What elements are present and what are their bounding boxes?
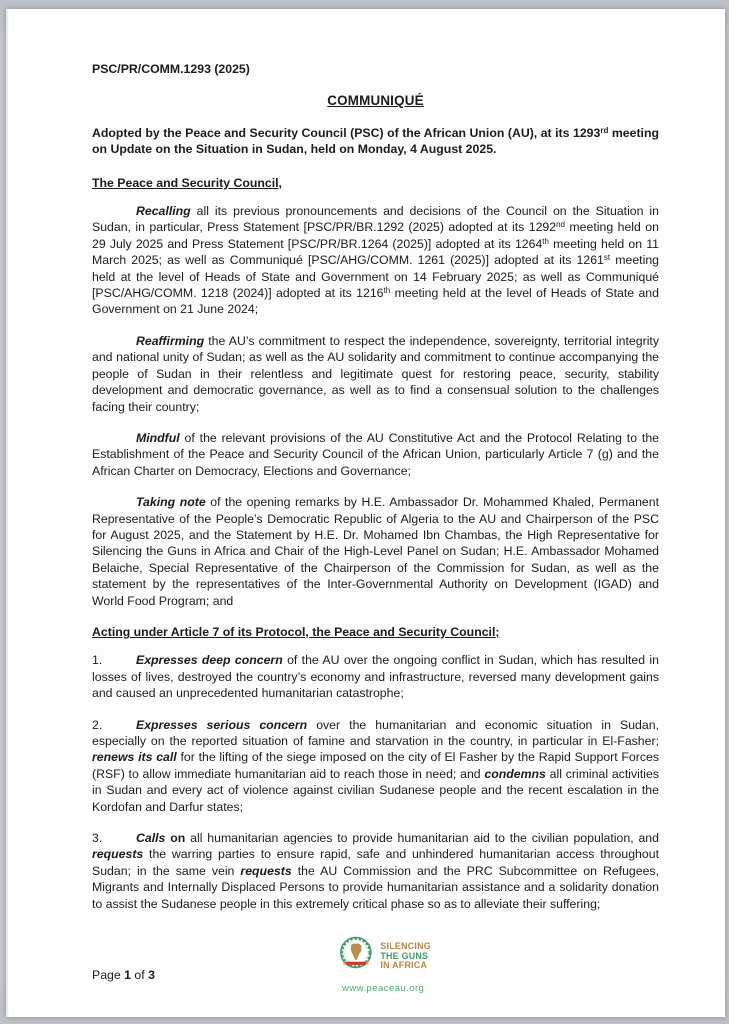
acting-heading: Acting under Article 7 of its Protocol, the Peace and Security Council; — [92, 624, 500, 639]
logo-line-2: THE GUNS — [380, 950, 429, 961]
preamble-paragraph-recalling: Recalling all its previous pronouncements and decisions of the Council on the Situation in Sudan, in particular, Press Statement [PSC/PR/BR.1292 (2025) adopted at its 1292nd meeting held on 29 July 2025 and Press Statement [PSC/PR/BR.1264 (2025)] adopted at its 1264th meeting held on 11 March 2025; as well as Communiqué [PSC/AHG/COMM. 1261 (2025)] adopted at its 1261st meeting held at the level of Heads of State and Government on 14 February 2025; as well as Communiqué [PSC/AHG/COMM. 1218 (2024)] adopted at its 1216th meeting held at the level of Heads of State and Government on 21 June 2024; — [92, 204, 659, 317]
item-text: Calls on all humanitarian agencies to provide humanitarian aid to the civilian population, and requests the warring parties to ensure rapid, safe and unhindered humanitarian access throughout Sudan; in the same vein requests the AU Commission and the PRC Subcommittee on Refugees, Migrants and Internally Displaced Persons to provide humanitarian assistance and a solidarity donation to assist the Sudanese people in this extremely critical phase so as to alleviate their suffering; — [92, 831, 659, 911]
page-number: Page 1 of 3 — [92, 967, 155, 982]
item-number: 2. — [92, 717, 103, 732]
document-page — [6, 9, 725, 1017]
document-title: COMMUNIQUÉ — [327, 93, 424, 109]
page-footer — [92, 935, 659, 1005]
salutation-heading: The Peace and Security Council, — [92, 175, 282, 190]
logo-wordmark — [380, 942, 431, 971]
au-emblem-icon — [335, 934, 375, 978]
logo-line-3: IN AFRICA — [380, 960, 428, 971]
operative-paragraph-3 — [92, 830, 659, 912]
preamble-paragraph-reaffirming: Reaffirming the AU’s commitment to respect the independence, sovereignty, territorial integrity and national unity of Sudan; as well as the AU solidarity and commitment to continue accompanying the people of Sudan in their relentless and legitimate quest for restoring peace, security, stability development and democratic governance, as well as to find a consensual solution to the challenges facing their country; — [92, 333, 659, 414]
logo-line-1: SILENCING — [380, 941, 431, 951]
reference-number: PSC/PR/COMM.1293 (2025) — [92, 62, 250, 76]
operative-paragraph-1 — [92, 652, 659, 701]
logo-url: www.peaceau.org — [342, 982, 425, 994]
item-text: Expresses serious concern over the humanitarian and economic situation in Sudan, especially on the reported situation of famine and starvation in the country, in particular in El-Fasher; renews its call for the lifting of the siege imposed on the city of El Fasher by the Rapid Support Forces (RSF) to allow immediate humanitarian aid to reach those in need; and condemns all criminal activities in Sudan and every act of violence against civilian Sudanese people and the recent escalation in the Kordofan and Darfur states; — [92, 717, 659, 814]
preamble-paragraph-taking-note: Taking note of the opening remarks by H.E. Ambassador Dr. Mohammed Khaled, Permanent Representative of the People’s Democratic Republic of Algeria to the AU and Chairperson of the PSC for August 2025, and the Statement by H.E. Dr. Mohamed Ibn Chambas, the High Representative for Silencing the Guns in Africa and Chair of the High-Level Panel on Sudan; H.E. Ambassador Mohamed Belaiche, Special Representative of the Chairperson of the Commission for Sudan, as well as the statement by the representatives of the Inter-Governmental Authority on Development (IGAD) and World Food Program; and — [92, 495, 660, 608]
item-text: Expresses deep concern of the AU over the ongoing conflict in Sudan, which has resulted in losses of lives, destroyed the country’s economy and infrastructure, reversed many development gains and caused an unprecedented humanitarian catastrophe; — [92, 653, 659, 701]
item-number: 3. — [92, 831, 103, 846]
item-number: 1. — [92, 653, 103, 668]
operative-paragraph-2 — [92, 717, 659, 815]
adoption-statement: Adopted by the Peace and Security Council (PSC) of the African Union (AU), at its 1293rd meeting on Update on the Situation in Sudan, held on Monday, 4 August 2025. — [92, 125, 659, 157]
silencing-the-guns-logo — [335, 934, 431, 997]
preamble-paragraph-mindful: Mindful of the relevant provisions of the AU Constitutive Act and the Protocol Relating to the Establishment of the Peace and Security Council of the African Union, particularly Article 7 (g) and the African Charter on Democracy, Elections and Governance; — [92, 430, 659, 478]
